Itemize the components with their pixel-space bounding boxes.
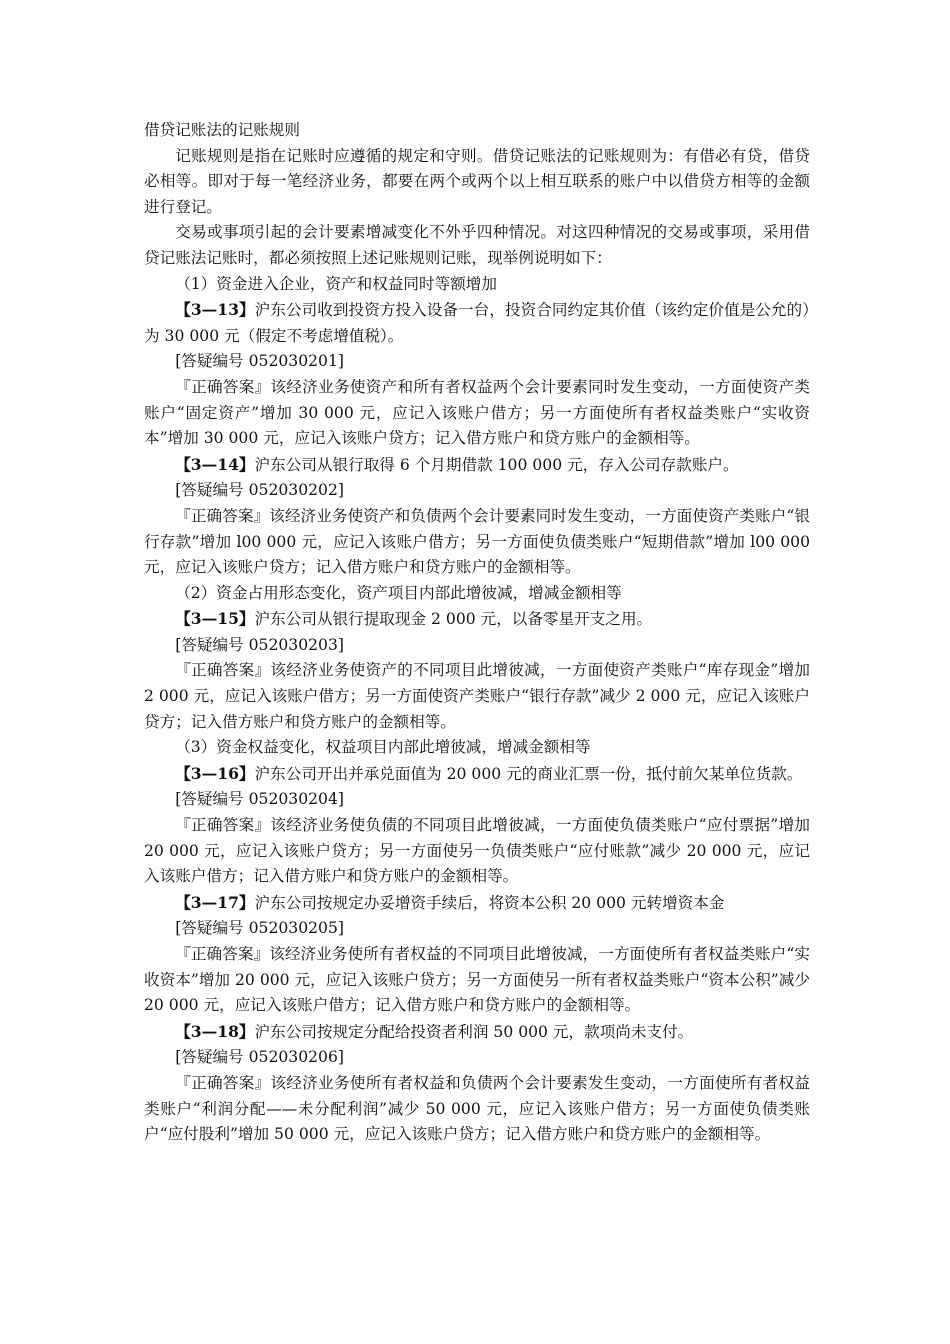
example-3-13: [144, 297, 810, 349]
example-text: 沪东公司从银行取得 6 个月期借款 100 000 元，存入公司存款账户。: [254, 455, 739, 474]
example-label: 【3—15】: [175, 609, 255, 629]
answer-ref-3-17: [答疑编号 052030205]: [175, 919, 344, 938]
document-title: 借贷记账法的记账规则: [144, 121, 300, 139]
answer-ref-3-16: [答疑编号 052030204]: [175, 790, 344, 809]
example-3-15: [144, 606, 810, 633]
intro-paragraph-2: 交易或事项引起的会计要素增减变化不外乎四种情况。对这四种情况的交易或事项，采用借贷记账法记账时，都必须按照上述记账规则记账，现举例说明如下：: [144, 223, 810, 267]
example-3-17: [144, 890, 810, 917]
example-3-18: [144, 1019, 810, 1046]
example-label: 【3—13】: [175, 300, 255, 320]
intro-paragraph-1: 记账规则是指在记账时应遵循的规定和守则。借贷记账法的记账规则为：有借必有贷，借贷必相等。即对于每一笔经济业务，都要在两个或两个以上相互联系的账户中以借贷方相等的金额进行登记。: [144, 146, 810, 216]
example-3-16: [144, 761, 810, 788]
answer-ref-3-13: [答疑编号 052030201]: [175, 352, 344, 371]
answer-ref-3-18: [答疑编号 052030206]: [175, 1048, 344, 1067]
case-heading-2: （2）资金占用形态变化，资产项目内部此增彼减，增减金额相等: [175, 583, 622, 602]
example-3-14: [144, 452, 810, 479]
document-page: [144, 118, 810, 1148]
answer-ref-3-14: [答疑编号 052030202]: [175, 481, 344, 500]
example-label: 【3—17】: [175, 892, 255, 912]
case-heading-1: （1）资金进入企业，资产和权益同时等额增加: [175, 274, 497, 293]
example-text: 沪东公司开出并承兑面值为 20 000 元的商业汇票一份，抵付前欠某单位货款。: [254, 764, 803, 783]
example-label: 【3—16】: [175, 763, 255, 783]
answer-3-15: 『正确答案』该经济业务使资产的不同项目此增彼减，一方面使资产类账户“库存现金”增加 2 000 元，应记入该账户借方；另一方面使资产类账户“银行存款”减少 2 000 元，应记入该账户贷方；记入借方账户和贷方账户的金额相等。: [144, 661, 810, 731]
answer-3-14: 『正确答案』该经济业务使资产和负债两个会计要素同时发生变动，一方面使资产类账户“银行存款”增加 l00 000 元，应记入该账户借方；另一方面使负债类账户“短期借款”增加 l00 000 元，应记入该账户贷方；记入借方账户和贷方账户的金额相等。: [144, 506, 810, 577]
example-label: 【3—18】: [175, 1021, 255, 1041]
example-text: 沪东公司从银行提取现金 2 000 元，以备零星开支之用。: [254, 610, 653, 629]
example-text: 沪东公司收到投资方投入设备一台，投资合同约定其价值（该约定价值是公允的）为 30 000 元（假定不考虑增值税）。: [144, 301, 810, 345]
answer-3-16: 『正确答案』该经济业务使负债的不同项目此增彼减，一方面使负债类账户“应付票据”增加 20 000 元，应记入该账户贷方；另一方面使另一负债类账户“应付账款”减少 20 000 元，应记入该账户借方；记入借方账户和贷方账户的金额相等。: [144, 816, 810, 886]
example-text: 沪东公司按规定分配给投资者利润 50 000 元，款项尚未支付。: [254, 1022, 694, 1041]
answer-3-17: 『正确答案』该经济业务使所有者权益的不同项目此增彼减，一方面使所有者权益类账户“实收资本”增加 20 000 元，应记入该账户贷方；另一方面使另一所有者权益类账户“资本公积”减少 20 000 元，应记入该账户借方；记入借方账户和贷方账户的金额相等。: [144, 945, 810, 1015]
answer-3-18: 『正确答案』该经济业务使所有者权益和负债两个会计要素发生变动，一方面使所有者权益类账户“利润分配——未分配利润”减少 50 000 元，应记入该账户借方；另一方面使负债类账户“应付股利”增加 50 000 元，应记入该账户贷方；记入借方账户和贷方账户的金额相等。: [144, 1073, 810, 1144]
answer-ref-3-15: [答疑编号 052030203]: [175, 635, 344, 654]
example-text: 沪东公司按规定办妥增资手续后，将资本公积 20 000 元转增资本金: [254, 893, 725, 912]
answer-3-13: 『正确答案』该经济业务使资产和所有者权益两个会计要素同时发生变动，一方面使资产类账户“固定资产”增加 30 000 元，应记入该账户借方；另一方面使所有者权益类账户“实收资本”增加 30 000 元，应记入该账户贷方；记入借方账户和贷方账户的金额相等。: [144, 377, 810, 448]
case-heading-3: （3）资金权益变化，权益项目内部此增彼减，增减金额相等: [175, 738, 591, 757]
example-label: 【3—14】: [175, 454, 255, 474]
